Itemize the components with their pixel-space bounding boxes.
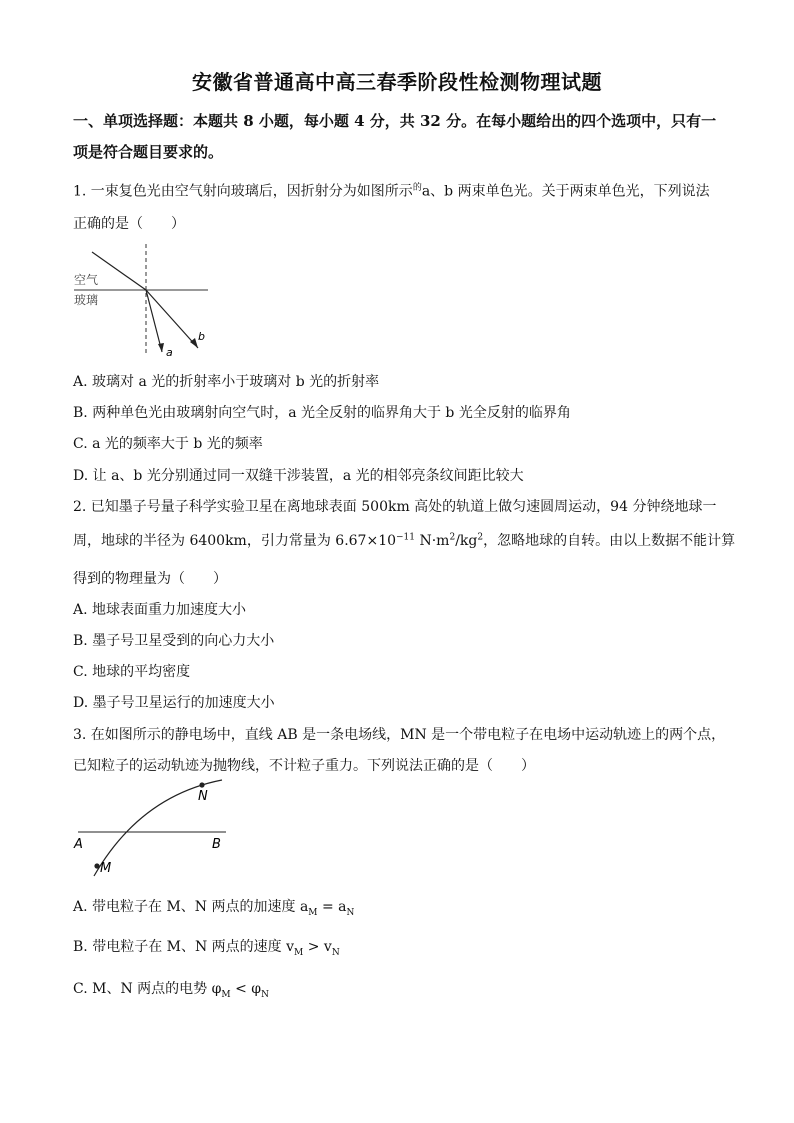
fig-label-glass: 玻璃 [74,293,99,307]
q3-option-b-sub1: M [294,947,304,958]
q2-option-c[interactable]: C. 地球的平均密度 [73,664,191,680]
q2-stem-line1: 2. 已知墨子号量子科学实验卫星在离地球表面 500km 高处的轨道上做匀速圆周运动，94 分钟绕地球一 [73,499,717,515]
q1-option-b[interactable]: B. 两种单色光由玻璃射向空气时，a 光全反射的临界角大于 b 光全反射的临界角 [73,405,571,421]
fig-label-a: a [166,346,173,359]
q2-option-d[interactable]: D. 墨子号卫星运行的加速度大小 [73,695,275,711]
refraction-figure [66,244,216,362]
q3-option-c[interactable] [73,978,269,1000]
q2-square: 2 [449,532,456,543]
q1-stem-line2: 正确的是（ ） [73,216,185,232]
q2-option-b[interactable]: B. 墨子号卫星受到的向心力大小 [73,633,275,649]
fig-label-A: A [74,837,83,852]
q1-option-d[interactable]: D. 让 a、b 光分别通过同一双缝干涉装置，a 光的相邻亮条纹间距比较大 [73,468,524,484]
q2-text-d: ，忽略地球的自转。由以上数据不能计算 [483,533,736,549]
electric-field-figure [70,776,240,880]
fig-label-B: B [212,837,221,852]
section-heading: 一、单项选择题：本题共 8 小题，每小题 4 分，共 32 分。在每小题给出的四个选项中，只有一项是符合题目要求的。 [73,112,717,161]
q2-stem-line2 [73,530,736,550]
q2-exponent: −11 [396,532,416,543]
q1-stem-text: 1. 一束复色光由空气射向玻璃后，因折射分为如图所示 [73,183,413,200]
q3-option-b[interactable] [73,936,340,958]
q3-option-a-sub1: M [308,907,318,918]
q1-option-c[interactable]: C. a 光的频率大于 b 光的频率 [73,436,263,452]
q3-stem-line2: 已知粒子的运动轨迹为抛物线，不计粒子重力。下列说法正确的是（ ） [73,758,535,774]
q2-square-2: 2 [477,532,484,543]
q1-option-a[interactable]: A. 玻璃对 a 光的折射率小于玻璃对 b 光的折射率 [73,374,380,390]
fig-label-b: b [198,330,205,343]
q3-option-c-sub1: M [221,989,231,1000]
q2-stem-line3: 得到的物理量为（ ） [73,571,227,587]
q3-option-c-sub2: N [261,989,269,1000]
q3-option-a[interactable] [73,896,354,918]
q3-option-b-text: B. 带电粒子在 M、N 两点的速度 v [73,939,295,955]
q3-option-c-text: C. M、N 两点的电势 φ [73,981,222,997]
q3-option-b-rel: > v [303,939,332,955]
q1-stem-text-2: a、b 两束单色光。关于两束单色光，下列说法 [421,183,710,200]
q3-option-c-rel: < φ [230,981,262,997]
q1-stem-line1 [73,180,723,201]
q1-stem-sup: 的 [412,183,422,193]
page-title: 安徽省普通高中高三春季阶段性检测物理试题 [192,70,602,94]
q2-option-a[interactable]: A. 地球表面重力加速度大小 [73,602,247,618]
q3-option-b-sub2: N [331,947,340,958]
q3-stem-line1: 3. 在如图所示的静电场中，直线 AB 是一条电场线，MN 是一个带电粒子在电场中运动轨迹上的两个点， [73,727,726,743]
fig-label-air: 空气 [74,273,99,287]
q3-option-a-sub2: N [346,907,355,918]
q2-text-a: 周，地球的半径为 6400km，引力常量为 6.67×10 [73,533,397,549]
q3-option-a-text: A. 带电粒子在 M、N 两点的加速度 a [73,899,309,915]
fig-label-M: M [100,861,112,876]
fig-label-N: N [198,789,208,804]
q3-option-a-rel: = a [317,899,347,915]
q2-text-c: /kg [455,533,478,549]
q2-text-b: N·m [415,533,450,549]
